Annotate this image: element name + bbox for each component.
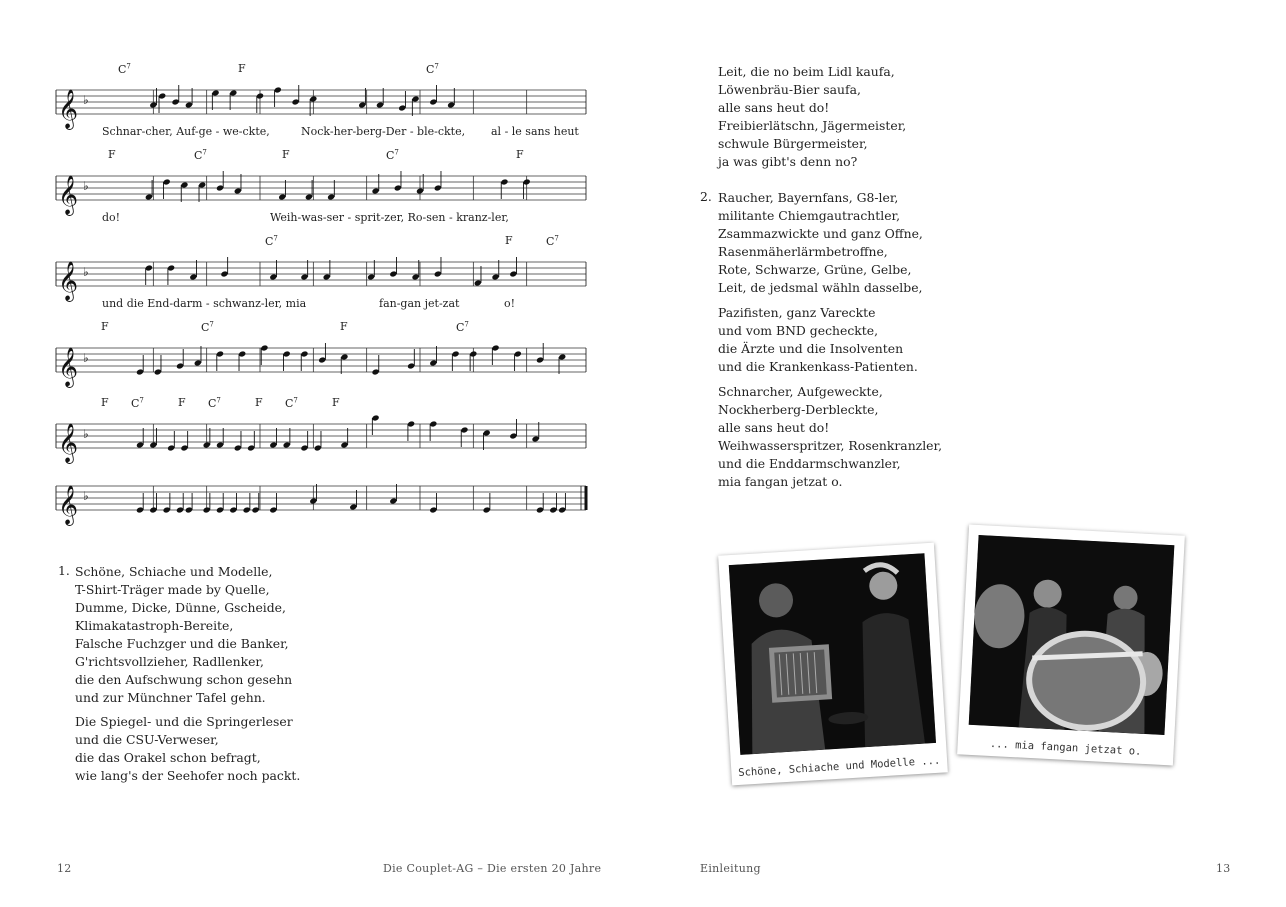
verse-line: und zur Münchner Tafel gehn. [75,690,266,705]
page-number-left: 12 [57,862,72,875]
page-number-right: 13 [1216,862,1231,875]
verse-line: T-Shirt-Träger made by Quelle, [75,582,270,597]
lyric-text: do! [102,211,121,224]
verse-line: mia fangan jetzat o. [718,474,843,489]
music-system-1 [56,62,586,148]
right-page [643,0,1286,907]
polaroid-photo-2 [957,525,1185,766]
music-staff [56,338,586,398]
verse-line: Leit, de jedsmal wähln dasselbe, [718,280,923,295]
verse-line: Nockherberg-Derbleckte, [718,402,879,417]
chord-label: F [238,62,246,75]
music-system-2 [56,148,586,234]
stage-photo-drum [969,535,1175,735]
running-title-left: Die Couplet-AG – Die ersten 20 Jahre [383,862,602,875]
verse-line: alle sans heut do! [718,100,830,115]
chord-label: $C^7$ [194,148,207,162]
verse-line: Klimakatastroph-Bereite, [75,618,234,633]
music-system-6 [56,476,586,562]
verse-line: Pazifisten, ganz Vareckte [718,305,876,320]
photo-caption: ... mia fangan jetzat o. [989,737,1142,758]
verse-line: Schnarcher, Aufgeweckte, [718,384,883,399]
flat-sign-icon: ♭ [83,351,89,365]
stanza-2b [718,304,918,376]
lyric-text: Schnar-cher, Auf-ge - we-ckte, [102,125,270,138]
verse-line: und die Krankenkass-Patienten. [718,359,918,374]
verse-line: die das Orakel schon befragt, [75,750,261,765]
lyric-text: fan-gan jet-zat [379,297,460,310]
chord-label: $C^7$ [131,396,144,410]
treble-clef-icon: 𝄞 [58,175,79,215]
verse-line: Leit, die no beim Lidl kaufa, [718,64,895,79]
verse-line: militante Chiemgautrachtler, [718,208,901,223]
verse-line: ja was gibt's denn no? [718,154,858,169]
stanza-intro [718,63,906,171]
verse-line: Die Spiegel- und die Springerleser [75,714,293,729]
chord-label: $C^7$ [426,62,439,76]
verse-line: die den Aufschwung schon gesehn [75,672,293,687]
verse-line: G'richtsvollzieher, Radllenker, [75,654,264,669]
chord-label: $C^7$ [208,396,221,410]
chord-label: F [332,396,340,409]
flat-sign-icon: ♭ [83,427,89,441]
lyric-text: und die End-darm - schwanz-ler, mia [102,297,307,310]
chord-label: $C^7$ [456,320,469,334]
chord-label: F [101,320,109,333]
running-title-right: Einleitung [700,862,761,875]
photo-caption: Schöne, Schiache und Modelle ... [737,754,941,779]
stanza-2c [718,383,942,491]
verse-line: und die Enddarmschwanzler, [718,456,901,471]
chord-label: $C^7$ [546,234,559,248]
flat-sign-icon: ♭ [83,179,89,193]
chord-label: F [505,234,513,247]
chord-label: $C^7$ [285,396,298,410]
lyric-text: Weih-was-ser - sprit-zer, Ro-sen - kranz-ler, [270,211,509,224]
stanza-2 [718,189,923,297]
music-staff [56,476,586,536]
music-system-4 [56,320,586,406]
chord-label: F [282,148,290,161]
treble-clef-icon: 𝄞 [58,423,79,463]
treble-clef-icon: 𝄞 [58,261,79,301]
chord-label: F [101,396,109,409]
stanza-1b [75,713,300,785]
verse-line: schwule Bürgermeister, [718,136,868,151]
flat-sign-icon: ♭ [83,265,89,279]
lyric-text: o! [504,297,516,310]
flat-sign-icon: ♭ [83,93,89,107]
chord-label: $C^7$ [201,320,214,334]
treble-clef-icon: 𝄞 [58,89,79,129]
verse-line: Freibierlätschn, Jägermeister, [718,118,907,133]
music-system-3 [56,234,586,320]
photo-illustration [729,553,936,755]
verse-line: Schöne, Schiache und Modelle, [75,564,273,579]
stanza-number: 1. [58,563,70,578]
chord-label: F [178,396,186,409]
verse-line: Raucher, Bayernfans, G8-ler, [718,190,899,205]
lyric-text: Nock-her-berg-Der - ble-ckte, [301,125,466,138]
verse-line: Rasenmäherlärmbetroffne, [718,244,888,259]
verse-line: und die CSU-Verweser, [75,732,219,747]
treble-clef-icon: 𝄞 [58,347,79,387]
chord-label: F [255,396,263,409]
verse-line: Weihwasserspritzer, Rosenkranzler, [718,438,943,453]
verse-line: Löwenbräu-Bier saufa, [718,82,861,97]
chord-label: F [108,148,116,161]
verse-line: und vom BND gecheckte, [718,323,879,338]
flat-sign-icon: ♭ [83,489,89,503]
music-staff [56,414,586,474]
verse-line: alle sans heut do! [718,420,830,435]
stage-photo-accordion [729,553,936,755]
lyric-text: al - le sans heut [491,125,579,138]
photo-illustration [969,535,1175,735]
chord-label: $C^7$ [386,148,399,162]
chord-label: $C^7$ [118,62,131,76]
verse-line: Dumme, Dicke, Dünne, Gscheide, [75,600,286,615]
verse-line: die Ärzte und die Insolventen [718,341,904,356]
chord-label: F [340,320,348,333]
verse-line: Rote, Schwarze, Grüne, Gelbe, [718,262,912,277]
stanza-number: 2. [700,189,712,204]
polaroid-photo-1 [718,543,948,786]
chord-label: F [516,148,524,161]
verse-line: Zsammazwickte und ganz Offne, [718,226,923,241]
treble-clef-icon: 𝄞 [58,485,79,525]
stanza-1 [75,563,292,707]
music-system-5 [56,396,586,482]
verse-line: Falsche Fuchzger und die Banker, [75,636,289,651]
verse-line: wie lang's der Seehofer noch packt. [75,768,301,783]
chord-label: $C^7$ [265,234,278,248]
